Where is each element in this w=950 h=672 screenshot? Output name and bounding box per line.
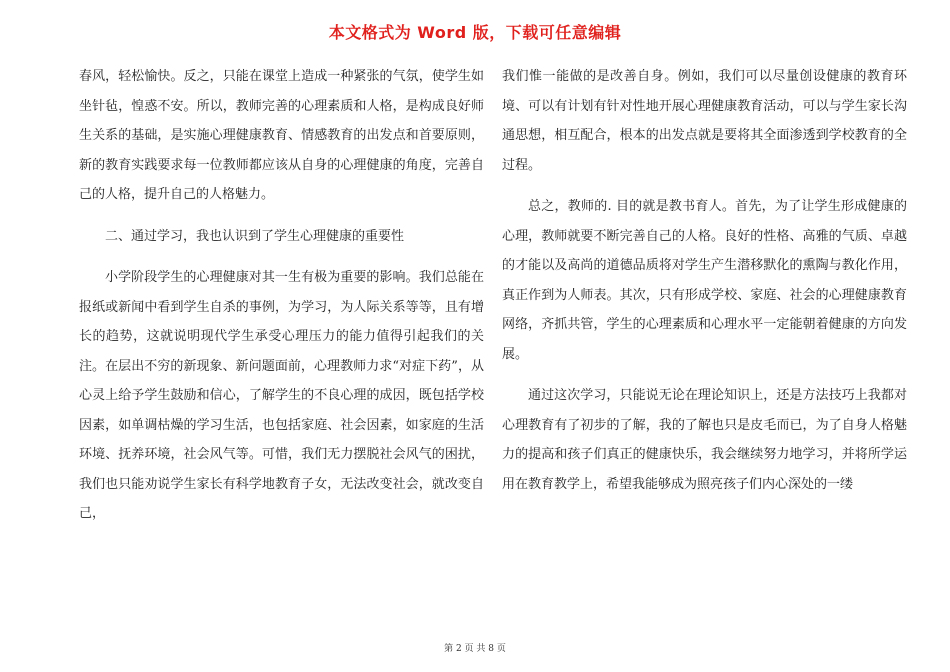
section-heading: 二、通过学习，我也认识到了学生心理健康的重要性 (105, 228, 405, 244)
page-number: 第 2 页 共 8 页 (444, 644, 506, 654)
paragraph: 我们惟一能做的是改善自身。例如，我们可以尽量创设健康的教育环境、可以有计划有针对性地开展心理健康教育活动，可以与学生家长沟通思想，相互配合，根本的出发点就是要将其全面渗透到学校教育的全过程。 (502, 69, 907, 173)
left-column (79, 62, 484, 541)
right-column (502, 62, 907, 511)
paragraph: 总之，教师的. 目的就是教书育人。首先，为了让学生形成健康的心理，教师就要不断完善自己的人格。良好的性格、高雅的气质、卓越的才能以及高尚的道德品质将对学生产生潜移默化的熏陶与教化作用，真正作到为人师表。其次，只有形成学校、家庭、社会的心理健康教育网络，齐抓共管，学生的心理素质和心理水平一定能朝着健康的方向发展。 (502, 199, 907, 362)
paragraph: 春风，轻松愉快。反之，只能在课堂上造成一种紧张的气氛，使学生如坐针毡，惶惑不安。所以，教师完善的心理素质和人格，是构成良好师生关系的基础，是实施心理健康教育、情感教育的出发点和首要原则，新的教育实践要求每一位教师都应该从自身的心理健康的角度，完善自己的人格，提升自己的人格魅力。 (79, 69, 484, 202)
document-banner: 本文格式为 Word 版，下载可任意编辑 (328, 23, 622, 42)
paragraph: 小学阶段学生的心理健康对其一生有极为重要的影响。我们总能在报纸或新闻中看到学生自杀的事例，为学习，为人际关系等等，且有增长的趋势，这就说明现代学生承受心理压力的能力值得引起我们的关注。在层出不穷的新现象、新问题面前，心理教师力求“对症下药”，从心灵上给予学生鼓励和信心，了解学生的不良心理的成因，既包括学校因素，如单调枯燥的学习生活，也包括家庭、社会因素，如家庭的生活环境、抚养环境，社会风气等。可惜，我们无力摆脱社会风气的困扰，我们也只能劝说学生家长有科学地教育子女，无法改变社会，就改变自己， (79, 270, 484, 521)
paragraph: 通过这次学习，只能说无论在理论知识上，还是方法技巧上我都对心理教育有了初步的了解，我的了解也只是皮毛而已，为了自身人格魅力的提高和孩子们真正的健康快乐，我会继续努力地学习，并将所学运用在教育教学上，希望我能够成为照亮孩子们内心深处的一缕 (502, 388, 907, 492)
